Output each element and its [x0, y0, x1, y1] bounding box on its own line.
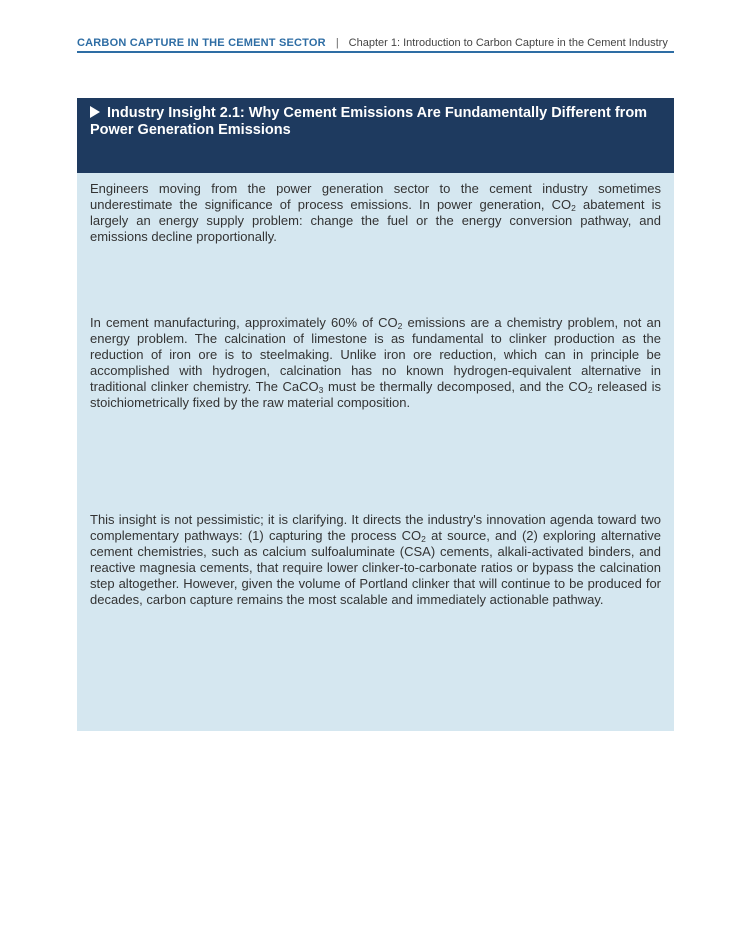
paragraph-text: abatement is largely an energy supply problem: change the fuel or the energy conversion pathway, and emissions decline proportionally.: [90, 197, 661, 244]
subscript: 2: [571, 203, 576, 213]
subscript: 2: [587, 385, 593, 395]
paragraph-text: This insight is not pessimistic; it is clarifying. It directs the industry's innovation agenda toward two complementary pathways: (1) capturing the process CO: [90, 512, 661, 543]
industry-insight-box: [77, 98, 674, 731]
document-title: CARBON CAPTURE IN THE CEMENT SECTOR: [77, 37, 326, 49]
play-arrow-icon: [90, 106, 100, 118]
paragraph-text: at source, and (2) exploring alternative cement chemistries, such as calcium sulfoaluminate (CSA) cements, alkali-activated binders, and reactive magnesia cements, that require lower clinker-to-carbonate ratios or bypass the calcination step altogether. However, given the volume of Portland clinker that will continue to be produced for decades, carbon capture remains the most scalable and immediately actionable pathway.: [90, 528, 661, 607]
paragraph-text: must be thermally decomposed, and the CO: [323, 379, 588, 394]
paragraph-text: In cement manufacturing, approximately 60% of CO: [90, 315, 398, 330]
insight-title: Industry Insight 2.1: Why Cement Emissions Are Fundamentally Different from Power Generation Emissions: [90, 105, 648, 138]
header-separator: |: [335, 37, 339, 49]
chapter-title: Chapter 1: Introduction to Carbon Capture in the Cement Industry: [348, 37, 668, 49]
subscript: 3: [318, 385, 324, 395]
subscript: 2: [421, 534, 426, 544]
subscript: 2: [397, 321, 403, 331]
insight-header: [77, 98, 674, 173]
paragraph-text: released is stoichiometrically fixed by the raw material composition.: [90, 379, 661, 410]
paragraph-text: Engineers moving from the power generation sector to the cement industry sometimes underestimate the significance of process emissions. In power generation, CO: [90, 181, 661, 212]
insight-paragraph-2: [90, 315, 661, 411]
paragraph-text: emissions are a chemistry problem, not an energy problem. The calcination of limestone is as fundamental to clinker production as the reduction of iron ore is to steelmaking. Unlike iron ore reduction, which can in principle be accomplished with hydrogen, calcination has no known hydrogen-equivalent alternative in traditional clinker chemistry. The CaCO: [90, 315, 661, 394]
insight-paragraph-1: [90, 181, 661, 245]
running-header: [77, 36, 674, 53]
insight-paragraph-3: [90, 512, 661, 608]
